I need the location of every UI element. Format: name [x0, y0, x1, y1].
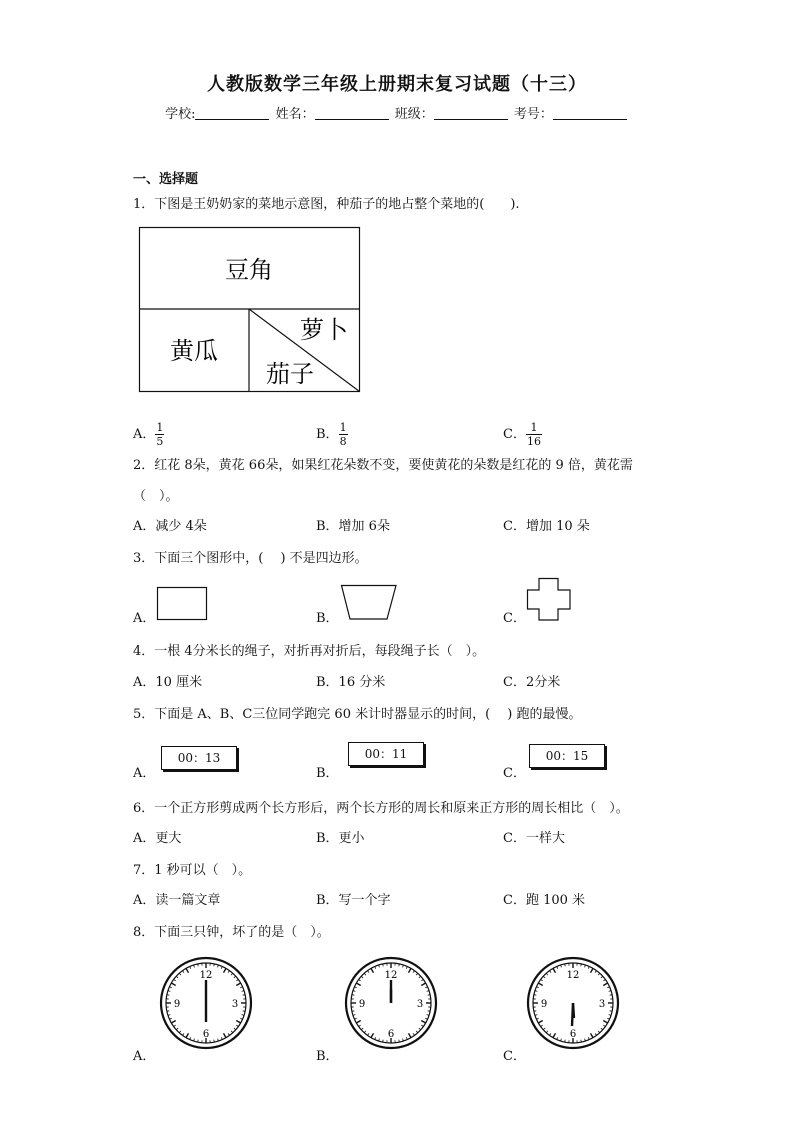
clock-tick: [536, 1018, 538, 1019]
q5-option-a[interactable]: A．: [133, 766, 156, 781]
clock-tick: [190, 1037, 191, 1039]
q6-option-a[interactable]: A．更大: [133, 831, 182, 846]
clock-numeral-3: 3: [598, 999, 606, 1010]
clock-tick: [598, 973, 600, 975]
q5-option-c[interactable]: C．: [503, 766, 526, 781]
clock-tick: [549, 1033, 550, 1035]
clock-tick: [174, 1025, 176, 1026]
clock-tick: [186, 968, 189, 972]
clock-numeral-6: 6: [569, 1029, 577, 1040]
clock-numeral-12: 12: [566, 970, 580, 981]
clock-tick: [581, 964, 582, 966]
clock-tick: [541, 979, 543, 980]
clock-tick: [553, 1033, 556, 1037]
clock-tick: [588, 966, 589, 968]
clock-numeral-9: 9: [358, 999, 366, 1010]
clock-tick: [240, 1018, 242, 1019]
clock-tick: [367, 971, 368, 973]
question-1-text: 1．下图是王奶奶家的菜地示意图，种茄子的地占整个菜地的( ).: [133, 197, 520, 212]
clock-tick: [399, 964, 400, 966]
hour-hand: [573, 1003, 574, 1018]
clock-tick: [371, 1033, 374, 1037]
clock-tick: [236, 983, 240, 986]
clock-tick: [359, 1025, 361, 1026]
clock-tick: [543, 1028, 545, 1030]
question-2-text: 2．红花 8朵，黄花 66朵，如果红花朵数不变，要使黄花的朵数是红花的 9 倍，黄花需: [133, 458, 633, 473]
clock-tick: [419, 976, 421, 978]
q3-option-a[interactable]: A．: [133, 611, 156, 626]
clock-tick: [359, 979, 361, 980]
q1-option-b[interactable]: B． $\frac{1}{8}$: [316, 421, 347, 448]
clock-tick: [603, 1021, 607, 1024]
clock-tick: [409, 968, 412, 972]
q7-option-c[interactable]: C．跑 100 米: [503, 893, 586, 908]
clock-tick: [425, 987, 427, 988]
q4-option-a[interactable]: A．10 厘米: [133, 675, 203, 690]
clock-tick: [364, 1031, 366, 1033]
section-title: 一、选择题: [133, 172, 199, 187]
clock-tick: [214, 1040, 215, 1042]
clock-tick: [176, 976, 178, 978]
clock-tick: [409, 1033, 412, 1037]
diagram-label-radish: 萝卜: [300, 316, 348, 344]
clock-tick: [416, 973, 418, 975]
clock-tick: [538, 983, 542, 986]
clock-tick: [425, 1018, 427, 1019]
name-label: 姓名：: [275, 107, 315, 122]
clock-tick: [361, 976, 363, 978]
clock-tick: [352, 1011, 354, 1012]
clock-tick: [546, 973, 548, 975]
clock-tick: [198, 964, 199, 966]
clock-tick: [182, 971, 183, 973]
question-7-text: 7．1 秒可以（ ）。: [133, 863, 252, 878]
clock-tick: [421, 1021, 425, 1024]
clock-tick: [375, 1037, 376, 1039]
q2-option-b[interactable]: B．增加 6朵: [316, 519, 390, 534]
diagram-label-eggplant: 茄子: [266, 360, 314, 388]
clock-tick: [419, 1028, 421, 1030]
clock-tick: [236, 1025, 238, 1026]
clock-tick: [428, 995, 430, 996]
q1-option-a[interactable]: A． $\frac{1}{5}$: [133, 421, 164, 448]
clock-tick: [169, 987, 171, 988]
rectangle-shape: [156, 586, 210, 622]
q5-option-b[interactable]: B．: [316, 766, 339, 781]
q7-option-b[interactable]: B．写一个字: [316, 893, 391, 908]
clock-tick: [595, 971, 596, 973]
diagram-label-beans: 豆角: [225, 256, 273, 284]
clock-tick: [169, 1018, 171, 1019]
question-5-text: 5．下面是 A、B、C三位同学跑完 60 米计时器显示的时间，( ) 跑的最慢。: [133, 707, 582, 722]
clock-tick: [588, 1037, 589, 1039]
q2-option-a[interactable]: A．减少 4朵: [133, 519, 207, 534]
clock-tick: [557, 1037, 558, 1039]
timer-display-c: 00：15: [529, 744, 605, 768]
clock-tick: [231, 973, 233, 975]
clock-numeral-12: 12: [384, 970, 398, 981]
clock-tick: [610, 995, 612, 996]
q8-option-b[interactable]: B．: [316, 1049, 339, 1064]
clock-tick: [354, 1018, 356, 1019]
clock-tick: [549, 971, 550, 973]
clock-numeral-3: 3: [416, 999, 424, 1010]
trapezoid-shape: [340, 584, 398, 622]
q8-option-a[interactable]: A．: [133, 1049, 156, 1064]
clock-tick: [221, 966, 222, 968]
clock-tick: [371, 968, 374, 972]
clock-tick: [234, 976, 236, 978]
clock-tick: [228, 1033, 229, 1035]
clock-tick: [565, 1040, 566, 1042]
clock-tick: [546, 1031, 548, 1033]
clock-tick: [236, 1021, 240, 1024]
clock-tick: [174, 979, 176, 980]
clock-tick: [167, 995, 169, 996]
exam-no-label: 考号：: [513, 107, 553, 122]
question-3-text: 3．下面三个图形中，( ) 不是四边形。: [133, 551, 368, 566]
clock-tick: [176, 1028, 178, 1030]
q1-option-c[interactable]: C． $\frac{1}{16}$: [503, 421, 541, 448]
q6-option-c[interactable]: C．一样大: [503, 831, 565, 846]
clock-tick: [541, 1025, 543, 1026]
school-label: 学校:: [165, 107, 196, 122]
clock-tick: [610, 1011, 612, 1012]
clock-tick: [413, 1033, 414, 1035]
clock-c: [526, 956, 620, 1050]
clock-tick: [214, 964, 215, 966]
clock-tick: [538, 1021, 542, 1024]
clock-tick: [421, 1025, 423, 1026]
page-title: 人教版数学三年级上册期末复习试题（十三）: [207, 74, 587, 95]
clock-tick: [534, 1011, 536, 1012]
q4-option-c[interactable]: C．2分米: [503, 675, 561, 690]
clock-tick: [375, 966, 376, 968]
clock-numeral-12: 12: [199, 970, 213, 981]
timer-display-a: 00：13: [161, 746, 237, 770]
question-2-text-line2: （ ）。: [133, 489, 179, 504]
clock-tick: [603, 979, 605, 980]
timer-display-b: 00：11: [348, 742, 424, 766]
question-4-text: 4．一根 4分米长的绳子，对折再对折后，每段绳子长（ ）。: [133, 644, 486, 659]
q6-option-b[interactable]: B．更小: [316, 831, 365, 846]
q7-option-a[interactable]: A．读一篇文章: [133, 893, 221, 908]
question-6-text: 6．一个正方形剪成两个长方形后，两个长方形的周长和原来正方形的周长相比（ ）。: [133, 801, 629, 816]
school-blank[interactable]: [195, 107, 269, 120]
clock-tick: [581, 1040, 582, 1042]
clock-tick: [553, 968, 556, 972]
class-blank[interactable]: [434, 107, 508, 120]
fraction: $\frac{1}{16}$: [526, 421, 541, 448]
clock-tick: [190, 966, 191, 968]
clock-tick: [167, 1011, 169, 1012]
clock-tick: [406, 1037, 407, 1039]
clock-tick: [221, 1037, 222, 1039]
clock-tick: [601, 1028, 603, 1030]
clock-tick: [243, 1011, 245, 1012]
class-label: 班级：: [394, 107, 434, 122]
clock-tick: [406, 966, 407, 968]
clock-tick: [591, 968, 594, 972]
clock-tick: [607, 987, 609, 988]
clock-numeral-9: 9: [173, 999, 181, 1010]
clock-tick: [179, 973, 181, 975]
clock-tick: [413, 971, 414, 973]
clock-tick: [243, 995, 245, 996]
clock-tick: [182, 1033, 183, 1035]
q4-option-b[interactable]: B．16 分米: [316, 675, 386, 690]
clock-tick: [591, 1033, 594, 1037]
clock-tick: [224, 968, 227, 972]
clock-tick: [421, 983, 425, 986]
student-info-line: [0, 103, 794, 122]
question-8-text: 8．下面三只钟，坏了的是（ ）。: [133, 925, 330, 940]
clock-tick: [416, 1031, 418, 1033]
clock-tick: [383, 1040, 384, 1042]
clock-tick: [543, 976, 545, 978]
fraction: $\frac{1}{8}$: [339, 421, 347, 448]
clock-tick: [565, 964, 566, 966]
clock-b: [344, 956, 438, 1050]
clock-tick: [179, 1031, 181, 1033]
clock-tick: [421, 979, 423, 980]
clock-tick: [603, 983, 607, 986]
clock-tick: [186, 1033, 189, 1037]
clock-numeral-6: 6: [387, 1029, 395, 1040]
clock-tick: [352, 995, 354, 996]
fraction: $\frac{1}{5}$: [156, 421, 164, 448]
exam-no-blank[interactable]: [553, 107, 627, 120]
cross-shape: [526, 577, 572, 623]
clock-tick: [356, 1021, 360, 1024]
clock-tick: [364, 973, 366, 975]
clock-tick: [367, 1033, 368, 1035]
clock-tick: [361, 1028, 363, 1030]
clock-tick: [534, 995, 536, 996]
q3-option-b[interactable]: B．: [316, 611, 339, 626]
clock-a: [159, 956, 253, 1050]
q8-option-c[interactable]: C．: [503, 1049, 526, 1064]
clock-tick: [171, 1021, 175, 1024]
q2-option-c[interactable]: C．增加 10 朵: [503, 519, 590, 534]
clock-tick: [557, 966, 558, 968]
clock-tick: [607, 1018, 609, 1019]
q3-option-c[interactable]: C．: [503, 611, 526, 626]
name-blank[interactable]: [315, 107, 389, 120]
clock-tick: [601, 976, 603, 978]
clock-tick: [598, 1031, 600, 1033]
clock-numeral-3: 3: [231, 999, 239, 1010]
clock-numeral-6: 6: [202, 1029, 210, 1040]
vegetable-garden-diagram: [138, 226, 362, 394]
clock-tick: [356, 983, 360, 986]
clock-tick: [231, 1031, 233, 1033]
clock-tick: [428, 1011, 430, 1012]
clock-tick: [383, 964, 384, 966]
clock-numeral-9: 9: [540, 999, 548, 1010]
clock-tick: [171, 983, 175, 986]
diagram-label-cucumber: 黄瓜: [170, 337, 218, 365]
clock-tick: [536, 987, 538, 988]
clock-tick: [240, 987, 242, 988]
clock-tick: [228, 971, 229, 973]
clock-tick: [354, 987, 356, 988]
clock-tick: [399, 1040, 400, 1042]
clock-tick: [224, 1033, 227, 1037]
clock-tick: [595, 1033, 596, 1035]
clock-tick: [198, 1040, 199, 1042]
clock-tick: [234, 1028, 236, 1030]
clock-tick: [236, 979, 238, 980]
clock-tick: [603, 1025, 605, 1026]
